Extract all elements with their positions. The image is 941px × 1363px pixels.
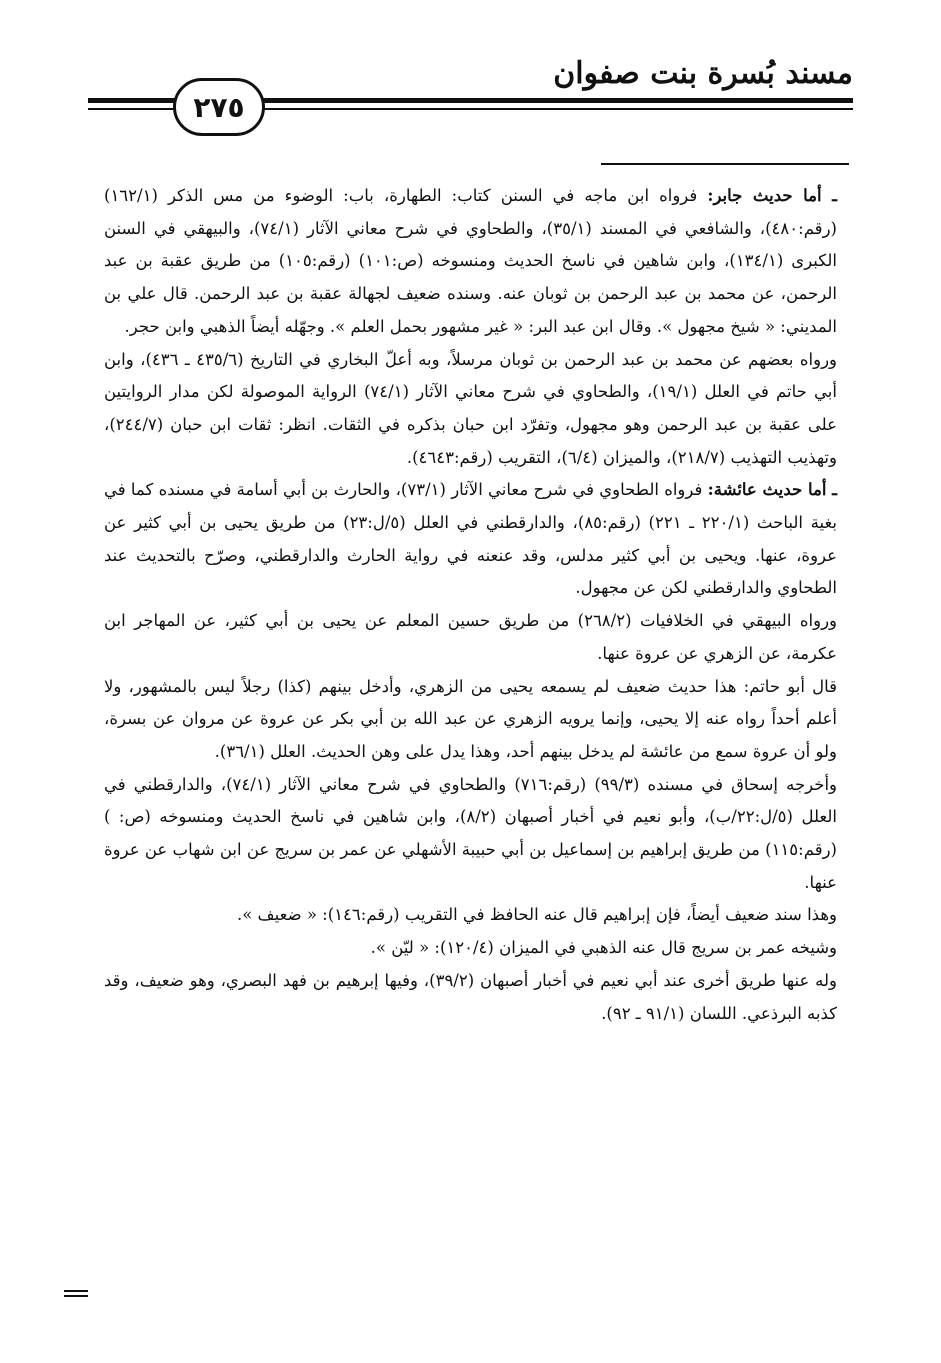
- paragraph-text: فرواه ابن ماجه في السنن كتاب: الطهارة، باب: الوضوء من مس الذكر (١٦٢/١) (رقم:٤٨٠)، والشافعي في المسند (٣٥/١)، والطحاوي في شرح معاني الآثار (٧٤/١)، والبيهقي في السنن الكبرى (١٣٤/١)، وابن شاهين في ناسخ الحديث ومنسوخه (ص:١٠١) (رقم:١٠٥) من طريق عقبة بن عبد الرحمن، عن محمد بن عبد الرحمن بن ثوبان عنه. وسنده ضعيف لجهالة عقبة بن عبد الرحمن. قال علي بن المديني: « شيخ مجهول ». وقال ابن عبد البر: « غير مشهور بحمل العلم ». وجهّله أيضاً الذهبي وابن حجر.: [104, 186, 838, 336]
- paragraph-lead: ـ أما حديث عائشة:: [707, 480, 837, 500]
- paragraph-abu-hatim: [104, 671, 837, 769]
- paragraph-abu-nuaym: [104, 965, 837, 1030]
- paragraph-text: وشيخه عمر بن سريج قال عنه الذهبي في الميزان (١٢٠/٤): « ليّن ».: [370, 938, 837, 958]
- paragraph-umar: [104, 932, 837, 965]
- paragraph-text: قال أبو حاتم: هذا حديث ضعيف لم يسمعه يحيى من الزهري، وأدخل بينهم (كذا) رجلاً ليس بالمشهور، ولا أعلم أحداً رواه عنه إلا يحيى، وإنما يرويه الزهري عن عبد الله بن أبي بكر عن عروة عن مروان عن بسرة، ولو أن عروة سمع من عائشة لم يدخل بينهم أحد، وهذا يدل على وهن الحديث. العلل (٣٦/١).: [104, 676, 837, 761]
- paragraph-text: ورواه بعضهم عن محمد بن عبد الرحمن بن ثوبان مرسلاً، وبه أعلّ البخاري في التاريخ (٤٣٥/٦ ـ ٤٣٦)، وابن أبي حاتم في العلل (١٩/١)، والطحاوي في شرح معاني الآثار (٧٤/١) الرواية الموصولة لكن مدار الروايتين على عقبة بن عبد الرحمن وهو مجهول، وتفرّد ابن حبان بذكره في الثقات. انظر: ثقات ابن حبان (٢٤٤/٧)، وتهذيب التهذيب (٢١٨/٧)، والميزان (٦/٤)، التقريب (رقم:٤٦٤٣).: [104, 349, 838, 467]
- paragraph-text: وهذا سند ضعيف أيضاً، فإن إبراهيم قال عنه الحافظ في التقريب (رقم:١٤٦): « ضعيف ».: [236, 905, 837, 925]
- page-corner-mark: [64, 1290, 88, 1302]
- paragraph-mursal: [104, 344, 837, 475]
- footnote-body: [104, 180, 837, 1030]
- paragraph-ishaq: [104, 769, 837, 900]
- paragraph-ibrahim: [104, 899, 837, 932]
- paragraph-jabir: [104, 180, 837, 344]
- paragraph-text: فرواه الطحاوي في شرح معاني الآثار (٧٣/١)، والحارث بن أبي أسامة في مسنده كما في بغية الباحث (٢٢٠/١ ـ ٢٢١) (رقم:٨٥)، والدارقطني في العلل (٥/ل:٢٣) من طريق يحيى بن أبي كثير عن عروة، عنها. ويحيى بن أبي كثير مدلس، وقد عنعنه في رواية الحارث والدارقطني، وصرّح بالتحديث عند الطحاوي والدارقطني لكن عن مجهول.: [104, 480, 838, 598]
- page-number-badge: [173, 78, 265, 136]
- paragraph-text: وأخرجه إسحاق في مسنده (٩٩/٣) (رقم:٧١٦) والطحاوي في شرح معاني الآثار (٧٤/١)، والدارقطني في العلل (٥/ل:٢٢/ب)، وأبو نعيم في أخبار أصبهان (٨/٢)، وابن شاهين في ناسخ الحديث ومنسوخه (ص: ) (رقم:١١٥) من طريق إبراهيم بن إسماعيل بن أبي حبيبة الأشهلي عن عمر بن سريج عن ابن شهاب عن عروة عنها.: [104, 774, 838, 892]
- page-number: ٢٧٥: [193, 90, 245, 124]
- paragraph-bayhaqi: [104, 605, 837, 670]
- paragraph-text: ورواه البيهقي في الخلافيات (٢٦٨/٢) من طريق حسين المعلم عن يحيى بن أبي كثير، عن المهاجر ابن عكرمة، عن الزهري عن عروة عنها.: [104, 611, 838, 663]
- paragraph-lead: ـ أما حديث جابر:: [707, 186, 837, 205]
- running-header-title: مسند بُسرة بنت صفوان: [553, 56, 853, 91]
- paragraph-aisha: [104, 474, 837, 605]
- footnote-separator-rule: [601, 163, 849, 165]
- paragraph-text: وله عنها طريق أخرى عند أبي نعيم في أخبار أصبهان (٣٩/٢)، وفيها إبرهيم بن فهد البصري، وهو ضعيف، وقد كذبه البرذعي. اللسان (٩١/١ ـ ٩٢).: [104, 970, 837, 1023]
